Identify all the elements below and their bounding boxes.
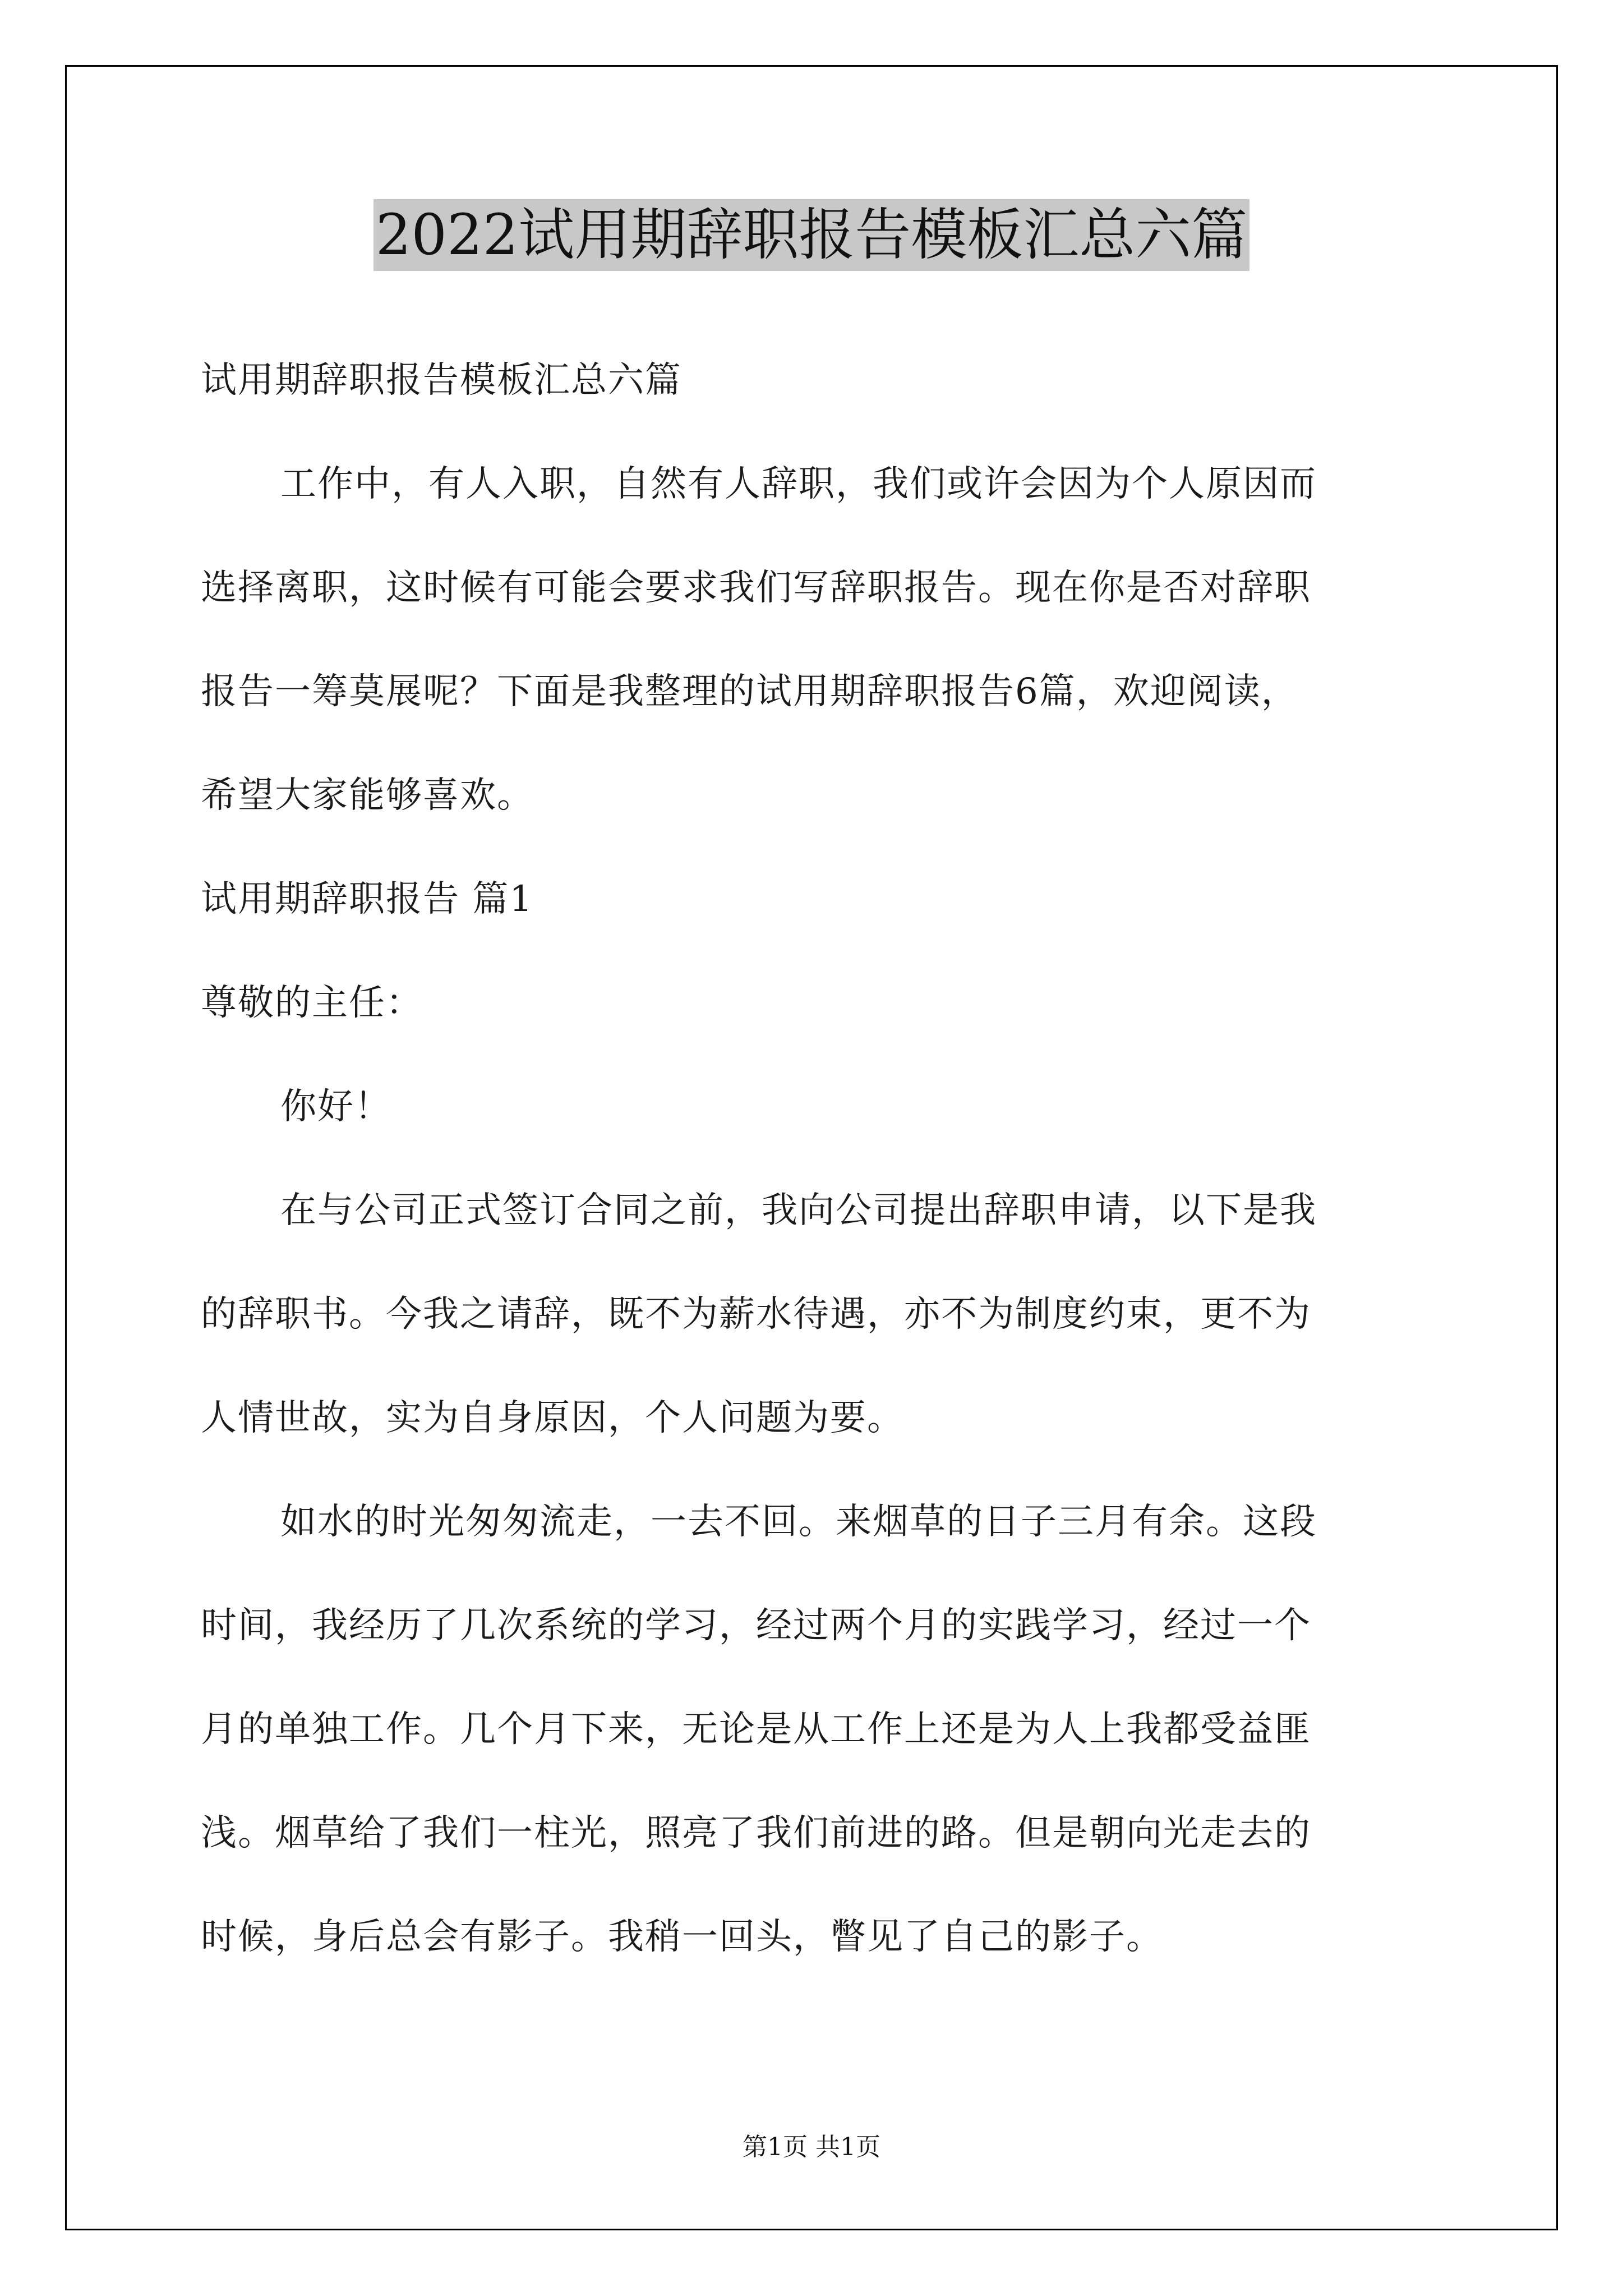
- paragraph-line: 月的单独工作。几个月下来，无论是从工作上还是为人上我都受益匪: [201, 1709, 1311, 1750]
- paragraph-line: 在与公司正式签订合同之前，我向公司提出辞职申请，以下是我: [280, 1190, 1317, 1231]
- page-footer: 第1页 共1页: [743, 2133, 880, 2161]
- paragraph-line: 人情世故，实为自身原因，个人问题为要。: [201, 1397, 904, 1439]
- paragraph-line: 选择离职，这时候有可能会要求我们写辞职报告。现在你是否对辞职: [201, 567, 1311, 609]
- section-heading: 试用期辞职报告 篇1: [201, 878, 534, 920]
- paragraph-line: 时候，身后总会有影子。我稍一回头，瞥见了自己的影子。: [201, 1916, 1163, 1958]
- salutation-line: 尊敬的主任：: [201, 982, 423, 1024]
- paragraph-line: 如水的时光匆匆流走，一去不回。来烟草的日子三月有余。这段: [280, 1501, 1317, 1543]
- paragraph-line: 的辞职书。今我之请辞，既不为薪水待遇，亦不为制度约束，更不为: [201, 1294, 1311, 1335]
- paragraph-line: 希望大家能够喜欢。: [201, 775, 534, 816]
- subtitle-line: 试用期辞职报告模板汇总六篇: [201, 360, 682, 401]
- paragraph-line: 时间，我经历了几次系统的学习，经过两个月的实践学习，经过一个: [201, 1605, 1311, 1646]
- document-title: 2022试用期辞职报告模板汇总六篇: [374, 199, 1250, 271]
- paragraph-line: 浅。烟草给了我们一柱光，照亮了我们前进的路。但是朝向光走去的: [201, 1812, 1311, 1854]
- paragraph-line: 报告一筹莫展呢？下面是我整理的试用期辞职报告6篇，欢迎阅读，: [201, 671, 1298, 712]
- paragraph-line: 工作中，有人入职，自然有人辞职，我们或许会因为个人原因而: [280, 463, 1317, 505]
- title-container: [0, 199, 1623, 271]
- greeting-line: 你好！: [280, 1086, 391, 1128]
